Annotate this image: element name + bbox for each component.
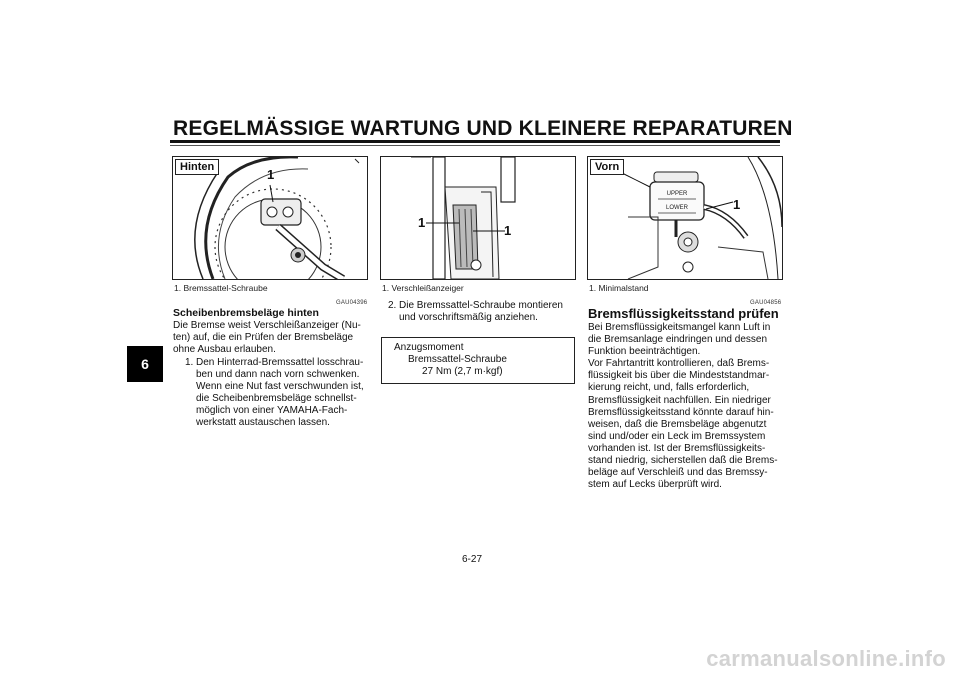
text-line: weisen, daß die Bremsbeläge abgenutzt (588, 418, 767, 430)
text-line: ohne Ausbau erlauben. (173, 344, 276, 356)
figure-label-hinten: Hinten (175, 159, 219, 175)
header-rule-thin (170, 145, 780, 146)
section-code: GAU04856 (750, 300, 782, 306)
text-line: Bremsflüssigkeitsstand könnte darauf hin- (588, 406, 774, 418)
intro-paragraph (173, 320, 361, 356)
callout-number: 1 (504, 223, 512, 238)
text-line: beläge auf Verschleiß und das Bremssy- (588, 467, 768, 479)
upper-mark: UPPER (666, 191, 688, 197)
text-line: Funktion beeinträchtigen. (588, 346, 701, 358)
body-paragraph (588, 322, 788, 491)
text-line: möglich von einer YAMAHA-Fach- (196, 405, 348, 417)
text-line: vorhanden ist. Ist der Bremsflüssigkeits- (588, 442, 766, 454)
spec-value: 27 Nm (2,7 m·kgf) (422, 366, 503, 377)
section-code: GAU04396 (336, 300, 368, 306)
section-heading: Scheibenbremsbeläge hinten (173, 307, 319, 319)
wear-indicator-illustration (381, 157, 575, 279)
list-number: 1. (185, 357, 194, 368)
callout-number: 1 (267, 167, 275, 182)
text-line: stem auf Lecks überprüft wird. (588, 479, 722, 491)
text-line: ten) auf, die ein Prüfen der Bremsbeläge (173, 332, 354, 344)
figure-wear-indicator (380, 156, 576, 280)
text-line: Bei Bremsflüssigkeitsmangel kann Luft in (588, 322, 771, 333)
text-line: Die Bremse weist Verschleißanzeiger (Nu- (173, 320, 361, 331)
figure-caption: 1. Bremssattel-Schraube (174, 283, 268, 293)
text-line: die Scheibenbremsbeläge schnellst- (196, 393, 357, 405)
text-line: ben und dann nach vorn schwenken. (196, 369, 360, 381)
figure-brake-fluid (587, 156, 783, 280)
header-rule (170, 140, 780, 143)
text-line: die Bremsanlage eindringen und dessen (588, 334, 768, 346)
callout-number: 1 (733, 197, 741, 212)
text-line: und vorschriftsmäßig anziehen. (399, 312, 538, 324)
torque-spec-box (381, 337, 575, 384)
lower-mark: LOWER (665, 205, 689, 211)
section-heading: Bremsflüssigkeitsstand prüfen (588, 306, 779, 321)
figure-caption: 1. Minimalstand (589, 283, 649, 293)
list-item (388, 300, 578, 328)
list-text (196, 357, 364, 430)
list-number: 2. (388, 300, 397, 311)
figure-caption: 1. Verschleißanzeiger (382, 283, 464, 293)
text-line: Bremsflüssigkeit nachfüllen. Ein niedriger (588, 394, 771, 406)
text-line: werkstatt austauschen lassen. (196, 417, 330, 429)
list-item (185, 357, 375, 437)
brake-fluid-reservoir-illustration (588, 157, 782, 279)
spec-title: Anzugsmoment (394, 342, 464, 353)
text-line: kierung reicht, und, falls erforderlich, (588, 382, 750, 394)
figure-label-vorn: Vorn (590, 159, 624, 175)
text-line: Wenn eine Nut fast verschwunden ist, (196, 381, 364, 393)
text-line: flüssigkeit bis über die Mindeststandmar- (588, 370, 770, 382)
watermark[interactable]: carmanualsonline.info (706, 646, 946, 671)
chapter-tab: 6 (127, 346, 163, 382)
text-line: Den Hinterrad-Bremssattel losschrau- (196, 357, 364, 368)
text-line: sind und/oder ein Leck im Bremssystem (588, 430, 766, 442)
figure-rear-caliper (172, 156, 368, 280)
text-line: stand niedrig, sicherstellen daß die Brems- (588, 455, 778, 467)
page-header-title: REGELMÄSSIGE WARTUNG UND KLEINERE REPARATUREN (173, 117, 793, 140)
page-number: 6-27 (462, 554, 483, 565)
text-line: Die Bremssattel-Schraube montieren (399, 300, 563, 311)
spec-item: Bremssattel-Schraube (408, 354, 507, 365)
callout-number: 1 (418, 215, 426, 230)
list-text (399, 300, 563, 324)
text-line: Vor Fahrtantritt kontrollieren, daß Brems- (588, 358, 770, 370)
